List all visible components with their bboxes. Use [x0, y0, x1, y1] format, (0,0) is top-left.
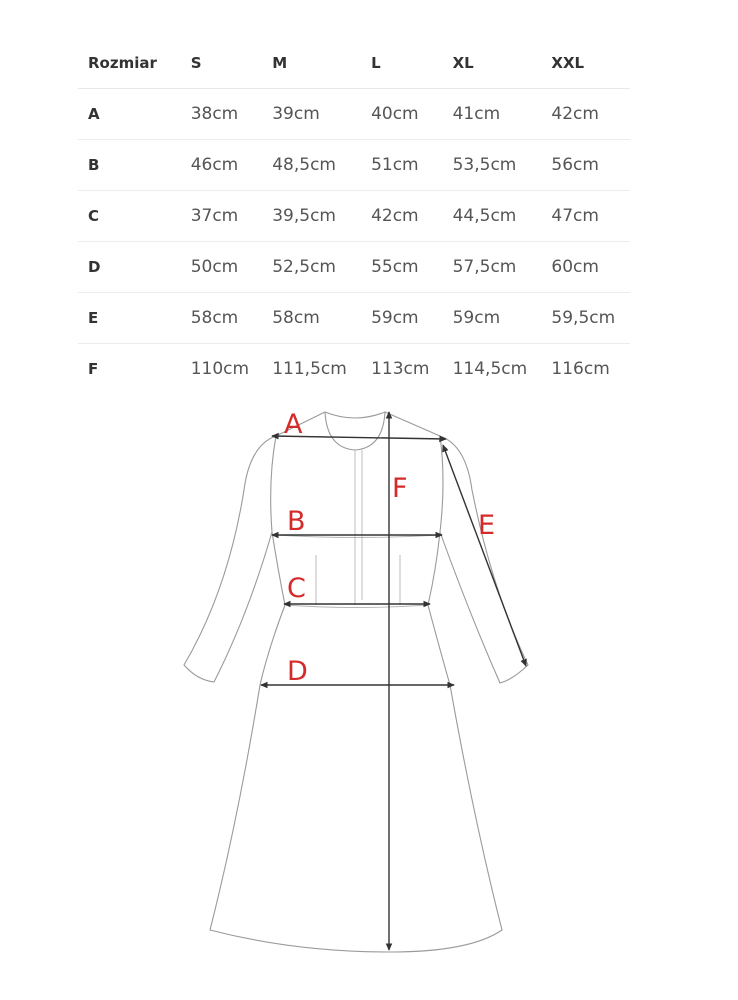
dress-body-outline — [210, 412, 502, 952]
table-cell: 42cm — [361, 191, 443, 242]
table-cell: 47cm — [541, 191, 630, 242]
header-m: M — [262, 38, 361, 89]
dress-left-sleeve — [184, 436, 276, 682]
dress-neckline — [325, 412, 385, 450]
row-label: C — [78, 191, 181, 242]
row-label: F — [88, 360, 99, 378]
table-cell: 38cm — [181, 89, 263, 140]
measurement-line-e — [443, 445, 526, 666]
measurement-label-a: A — [284, 409, 303, 440]
measurement-label-f: F — [392, 473, 408, 504]
size-chart-table — [78, 38, 630, 394]
table-cell: 111,5cm — [272, 359, 347, 379]
table-cell: 39,5cm — [262, 191, 361, 242]
measurement-label-d: D — [287, 656, 308, 687]
table-cell: 114,5cm — [452, 359, 528, 379]
header-xl: XL — [443, 38, 542, 89]
table-cell: 60cm — [541, 242, 630, 293]
table-cell: 59cm — [361, 293, 443, 344]
row-label: D — [78, 242, 181, 293]
table-cell: 59,5cm — [541, 293, 630, 344]
table-cell: 39cm — [262, 89, 361, 140]
table-cell: 57,5cm — [443, 242, 542, 293]
table-row — [78, 140, 630, 191]
table-cell: 40cm — [361, 89, 443, 140]
row-label: A — [78, 89, 181, 140]
size-chart-header-row — [78, 38, 630, 89]
table-cell: 116cm — [551, 359, 610, 379]
table-row — [78, 293, 630, 344]
dress-placket-seam — [355, 450, 362, 605]
table-row — [78, 242, 630, 293]
table-cell: 46cm — [181, 140, 263, 191]
measurement-label-e: E — [478, 510, 496, 541]
table-cell: 110cm — [190, 359, 250, 379]
header-size: Rozmiar — [78, 38, 181, 89]
table-cell: 48,5cm — [262, 140, 361, 191]
dress-waist-seam — [285, 605, 428, 608]
table-cell: 51cm — [361, 140, 443, 191]
table-cell: 56cm — [541, 140, 630, 191]
table-cell: 37cm — [181, 191, 263, 242]
table-cell: 58cm — [181, 293, 263, 344]
header-xxl: XXL — [541, 38, 630, 89]
table-cell: 113cm — [371, 359, 430, 379]
header-s: S — [181, 38, 263, 89]
table-cell: 44,5cm — [443, 191, 542, 242]
table-cell: 59cm — [443, 293, 542, 344]
row-label: B — [78, 140, 181, 191]
table-row — [78, 191, 630, 242]
table-row — [78, 344, 630, 395]
row-label: E — [78, 293, 181, 344]
table-cell: 42cm — [541, 89, 630, 140]
table-cell: 55cm — [361, 242, 443, 293]
table-cell: 41cm — [443, 89, 542, 140]
dress-outline — [184, 412, 528, 952]
table-cell: 53,5cm — [443, 140, 542, 191]
table-cell: 58cm — [262, 293, 361, 344]
measurement-label-b: B — [287, 506, 306, 537]
table-row — [78, 89, 630, 140]
header-l: L — [361, 38, 443, 89]
table-cell: 52,5cm — [262, 242, 361, 293]
table-cell: 50cm — [181, 242, 263, 293]
dress-measurement-diagram — [0, 400, 738, 1000]
measurement-label-c: C — [287, 573, 306, 604]
